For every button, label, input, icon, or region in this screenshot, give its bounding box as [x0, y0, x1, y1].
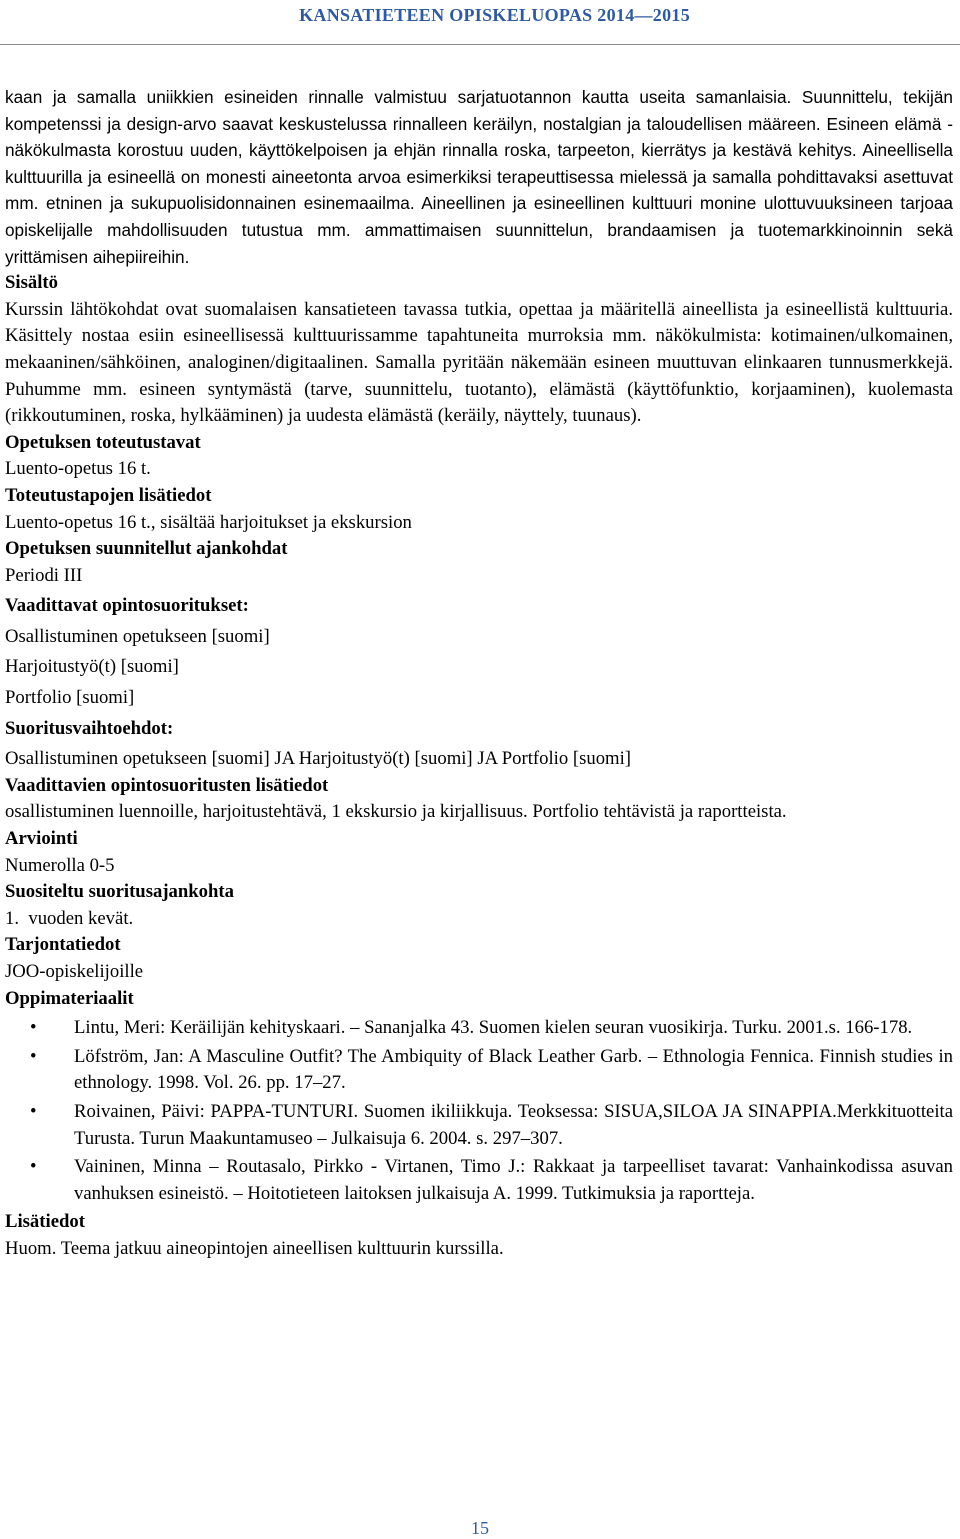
intro-paragraph: kaan ja samalla uniikkien esineiden rinnalle valmistuu sarjatuotannon kautta useita samanlaisia. Suunnittelu, tekijän kompetenssi ja design-arvo saavat keskustelussa rinnalleen keräilyn, nostalgian ja taloudellisen määreen. Esineen elämä -näkökulmasta korostuu uuden, käyttökelpoisen ja ehjän rinnalla roska, tarpeeton, kierrätys ja kestävä kehitys. Aineellisella kulttuurilla ja esineellä on monesti aineetonta arvoa esimerkiksi terapeuttisessa mielessä ja samalla pohdittavaksi asettuvat mm. etninen ja sukupuolisidonnainen esinemaailma. Aineellinen ja esineellinen kulttuuri monine ulottuvuuksineen tarjoaa opiskelijalle mahdollisuuden tutustua mm. ammattimaisen suunnittelun, brandaamisen ja tuotemarkkinoinnin sekä yrittämisen aihepiireihin.	[5, 87, 953, 267]
heading-toteutustapojen-lisatiedot: Toteutustapojen lisätiedot	[5, 484, 212, 506]
document-body	[5, 84, 953, 1263]
bullet-icon: •	[30, 1156, 37, 1178]
heading-oppimateriaalit: Oppimateriaalit	[5, 987, 134, 1009]
reference-item	[5, 1154, 953, 1207]
reference-text: Löfström, Jan: A Masculine Outfit? The Ambiquity of Black Leather Garb. – Ethnologia Fennica. Finnish studies in ethnology. 1998. Vol. 26. pp. 17–27.	[74, 1045, 953, 1094]
text-tarjontatiedot: JOO-opiskelijoille	[5, 961, 144, 982]
text-ajankohdat: Periodi III	[5, 564, 83, 586]
text-vaadittavien-lisatiedot: osallistuminen luennoille, harjoitustehtävä, 1 ekskursio ja kirjallisuus. Portfolio tehtävistä ja raportteista.	[5, 801, 787, 823]
reference-item	[5, 1015, 953, 1042]
text-sisalto: Kurssin lähtökohdat ovat suomalaisen kansatieteen tavassa tutkia, opettaa ja määritellä aineellista ja esineellistä kulttuuria. Käsittely nostaa esiin esineellisessä kulttuurissamme tapahtuneita murroksia mm. näkökulmista: kotimainen/ulkomainen, mekaaninen/sähköinen, analoginen/digitaalinen. Samalla pyritään näkemään esineen muuttuvan elinkaaren tunnusmerkkejä. Puhumme mm. esineen syntymästä (tarve, suunnittelu, tuotanto), elämästä (käyttöfunktio, korjaaminen), kuolemasta (rikkoutuminen, roska, hylkääminen) ja uudesta elämästä (keräily, näyttely, tuunaus).	[5, 298, 953, 427]
heading-toteutustavat: Opetuksen toteutustavat	[5, 431, 201, 453]
text-lisatiedot: Huom. Teema jatkuu aineopintojen aineellisen kulttuurin kurssilla.	[5, 1237, 504, 1259]
bullet-icon: •	[30, 1045, 37, 1067]
heading-vaadittavat: Vaadittavat opintosuoritukset:	[5, 595, 249, 617]
heading-lisatiedot: Lisätiedot	[5, 1211, 85, 1233]
page-number: 15	[471, 1518, 489, 1538]
heading-tarjontatiedot: Tarjontatiedot	[5, 934, 121, 956]
reference-list	[5, 1015, 953, 1207]
header-rule	[0, 44, 960, 45]
vaadittava-item: Harjoitustyö(t) [suomi]	[5, 656, 179, 678]
heading-sisalto: Sisältö	[5, 272, 58, 294]
bullet-icon: •	[30, 1100, 37, 1122]
reference-item	[5, 1044, 953, 1097]
heading-arviointi: Arviointi	[5, 828, 78, 850]
reference-text: Lintu, Meri: Keräilijän kehityskaari. – Sananjalka 43. Suomen kielen seuran vuosikirja. Turku. 2001.s. 166-178.	[74, 1017, 913, 1039]
heading-suoritusajankohta: Suositeltu suoritusajankohta	[5, 881, 234, 903]
heading-vaadittavien-lisatiedot: Vaadittavien opintosuoritusten lisätiedot	[5, 774, 329, 796]
text-toteutustavat: Luento-opetus 16 t.	[5, 458, 151, 480]
running-header: KANSATIETEEN OPISKELUOPAS 2014—2015	[299, 5, 690, 25]
reference-text: Vaininen, Minna – Routasalo, Pirkko - Virtanen, Timo J.: Rakkaat ja tarpeelliset tavarat: Vanhainkodissa asuvan vanhuksen esineistö. – Hoitotieteen laitoksen julkaisuja A. 1999. Tutkimuksia ja raportteja.	[74, 1156, 953, 1204]
text-arviointi: Numerolla 0-5	[5, 854, 115, 876]
vaadittava-item: Osallistuminen opetukseen [suomi]	[5, 625, 270, 647]
heading-suoritusvaihtoehdot: Suoritusvaihtoehdot:	[5, 717, 174, 739]
reference-text: Roivainen, Päivi: PAPPA-TUNTURI. Suomen ikiliikkuja. Teoksessa: SISUA,SILOA JA SINAPPIA.Merkkituotteita Turusta. Turun Maakuntamuseo – Julkaisuja 6. 2004. s. 297–307.	[74, 1100, 953, 1149]
text-toteutustapojen-lisatiedot: Luento-opetus 16 t., sisältää harjoitukset ja ekskursion	[5, 511, 412, 533]
vaadittava-item: Portfolio [suomi]	[5, 687, 135, 709]
bullet-icon: •	[30, 1017, 37, 1039]
text-suoritusajankohta: 1. vuoden kevät.	[5, 907, 134, 929]
text-suoritusvaihtoehdot: Osallistuminen opetukseen [suomi] JA Harjoitustyö(t) [suomi] JA Portfolio [suomi]	[5, 748, 631, 770]
reference-item	[5, 1099, 953, 1152]
heading-ajankohdat: Opetuksen suunnitellut ajankohdat	[5, 538, 288, 560]
